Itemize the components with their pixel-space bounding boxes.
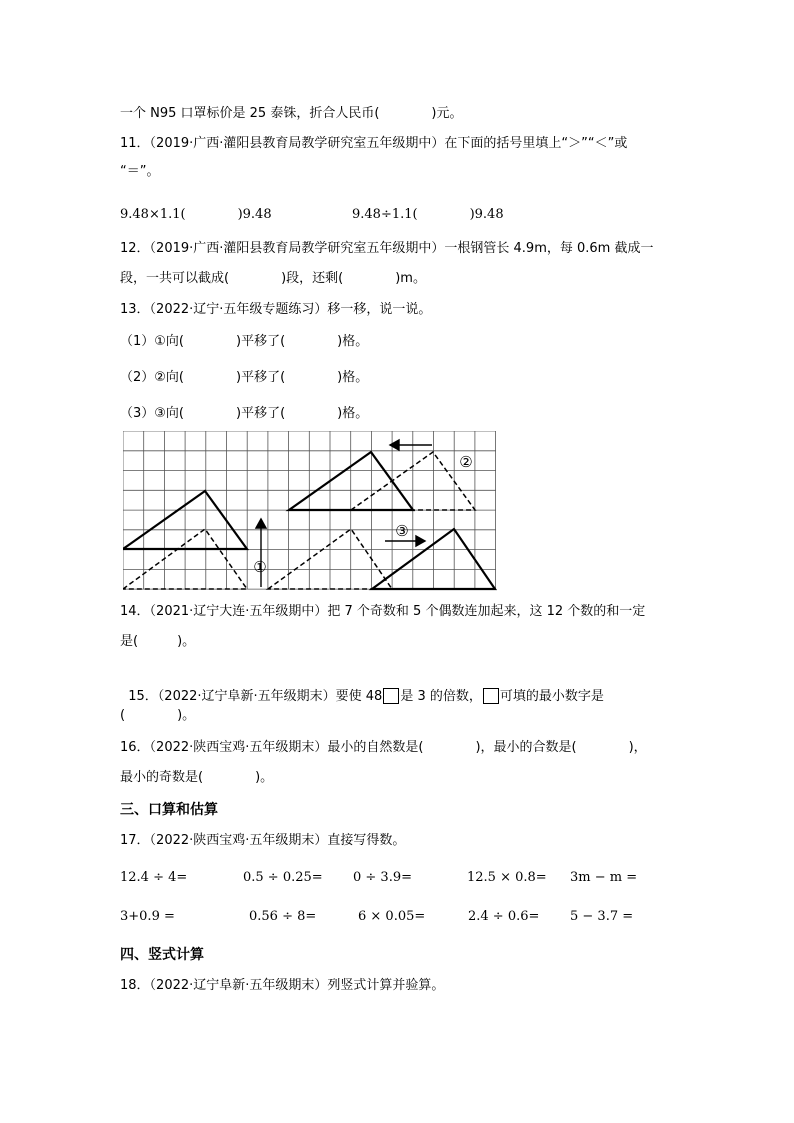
calc-item: 12.4 ÷ 4= [120,870,188,885]
question-16-line2: 最小的奇数是( )。 [120,770,274,785]
arrow-left-head [390,440,399,450]
translation-grid-figure [123,431,498,593]
blank-digit-box[interactable] [383,688,399,704]
question-11-line1: 11．（2019·广西·灌阳县教育局教学研究室五年级期中）在下面的括号里填上“＞”“＜”或 [120,136,628,151]
question-13-sub2: （2）②向( )平移了( )格。 [120,370,369,385]
calc-item: 6 × 0.05= [358,909,426,924]
question-13-sub1: （1）①向( )平移了( )格。 [120,334,369,349]
question-11-line2: “＝”。 [120,164,160,179]
arrow-right-head [416,536,425,546]
question-15-line2: ( )。 [120,708,196,723]
question-18-stem: 18．（2022·辽宁阜新·五年级期末）列竖式计算并验算。 [120,978,445,993]
calc-item: 0.5 ÷ 0.25= [243,870,323,885]
question-14-line1: 14．（2021·辽宁大连·五年级期中）把 7 个奇数和 5 个偶数连加起来，这 12 个数的和一定 [120,604,646,619]
question-15-part3: 可填的最小数字是 [499,689,604,704]
calc-item: 2.4 ÷ 0.6= [468,909,540,924]
calc-item: 0 ÷ 3.9= [353,870,412,885]
question-11-item-b: 9.48÷1.1( )9.48 [352,207,504,222]
question-10-tail: 一个 N95 口罩标价是 25 泰铢，折合人民币( )元。 [120,106,463,121]
question-12-line1: 12．（2019·广西·灌阳县教育局教学研究室五年级期中）一根钢管长 4.9m，每 0.6m 截成一 [120,241,654,256]
question-11-item-a: 9.48×1.1( )9.48 [120,207,272,222]
calc-item: 12.5 × 0.8= [467,870,547,885]
arrow-up-head [256,519,266,528]
question-15-part2: 是 3 的倍数， [400,689,482,704]
question-12-line2: 段，一共可以截成( )段，还剩( )m。 [120,271,426,286]
label-one: ① [253,558,267,576]
question-15-part1: 15．（2022·辽宁阜新·五年级期末）要使 48 [128,689,383,704]
calc-item: 5 − 3.7 = [570,909,634,924]
question-13-sub3: （3）③向( )平移了( )格。 [120,406,369,421]
question-16-line1: 16．（2022·陕西宝鸡·五年级期末）最小的自然数是( )，最小的合数是( )， [120,740,647,755]
calc-item: 3+0.9 = [120,909,175,924]
label-three: ③ [395,522,409,540]
question-15-line1 [120,670,604,706]
calc-item: 0.56 ÷ 8= [249,909,317,924]
blank-digit-box-ref [483,688,499,704]
question-17-stem: 17．（2022·陕西宝鸡·五年级期末）直接写得数。 [120,833,406,848]
question-13-stem: 13．（2022·辽宁·五年级专题练习）移一移，说一说。 [120,302,432,317]
label-two: ② [459,453,473,471]
section-3-heading: 三、口算和估算 [120,802,218,818]
calc-item: 3m − m = [570,870,638,885]
section-4-heading: 四、竖式计算 [120,947,204,963]
question-14-line2: 是( )。 [120,634,196,649]
